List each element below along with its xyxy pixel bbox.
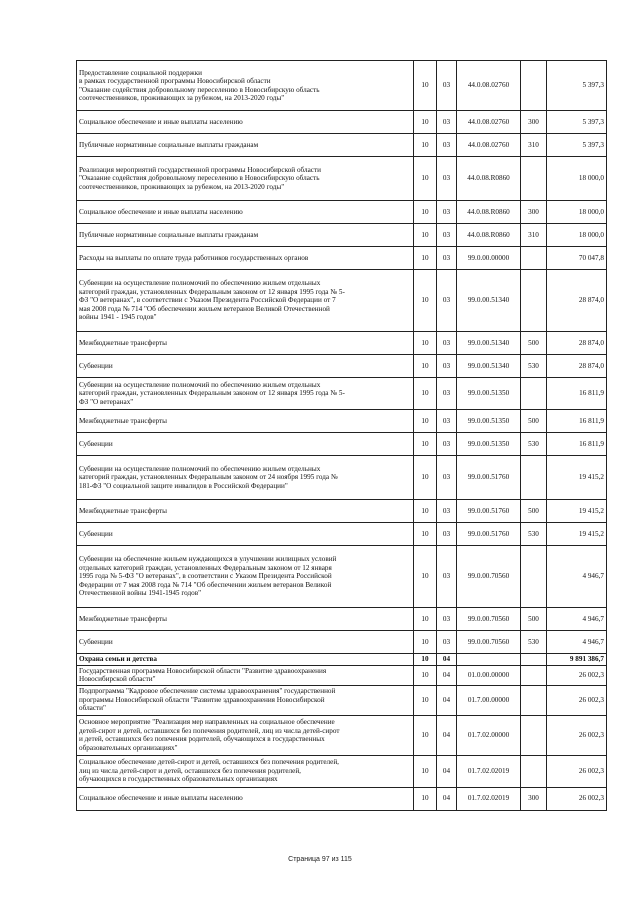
expense-type-code: 530 bbox=[521, 355, 547, 378]
amount-value: 26 002,3 bbox=[547, 715, 607, 755]
row-description: Субвенции bbox=[77, 355, 414, 378]
table-row bbox=[77, 755, 607, 787]
subsection-code: 03 bbox=[437, 546, 457, 608]
subsection-code: 03 bbox=[437, 433, 457, 456]
expense-type-code: 530 bbox=[521, 433, 547, 456]
subsection-code: 04 bbox=[437, 715, 457, 755]
target-article-code: 44.0.08.02760 bbox=[457, 61, 521, 111]
row-description: Государственная программа Новосибирской области "Развитие здравоохранения Новосибирской области" bbox=[77, 665, 414, 685]
section-code: 10 bbox=[414, 787, 437, 810]
amount-value: 70 047,8 bbox=[547, 247, 607, 270]
section-code: 10 bbox=[414, 111, 437, 134]
row-description: Публичные нормативные социальные выплаты гражданам bbox=[77, 224, 414, 247]
row-description: Субвенции bbox=[77, 523, 414, 546]
subsection-code: 03 bbox=[437, 157, 457, 201]
subsection-code: 03 bbox=[437, 111, 457, 134]
row-description: Основное мероприятие "Реализация мер направленных на социальное обеспечение детей-сирот и детей, оставшихся без попечения родителей, лиц из числа детей-сирот и детей, оставшихся без попечения родителей, обучающихся в государственных образовательных организациях" bbox=[77, 715, 414, 755]
subsection-code: 03 bbox=[437, 201, 457, 224]
table-row bbox=[77, 111, 607, 134]
row-description: Межбюджетные трансферты bbox=[77, 608, 414, 631]
table-row bbox=[77, 523, 607, 546]
subsection-code: 03 bbox=[437, 410, 457, 433]
row-description: Межбюджетные трансферты bbox=[77, 410, 414, 433]
section-code: 10 bbox=[414, 134, 437, 157]
subsection-code: 03 bbox=[437, 608, 457, 631]
row-description: Реализация мероприятий государственной программы Новосибирской области "Оказание содействия добровольному переселению в Новосибирскую область соотечественников, проживающих за рубежом, на 2013-2020 годы" bbox=[77, 157, 414, 201]
amount-value: 18 000,0 bbox=[547, 157, 607, 201]
expense-type-code bbox=[521, 378, 547, 410]
row-description: Межбюджетные трансферты bbox=[77, 332, 414, 355]
subsection-code: 04 bbox=[437, 787, 457, 810]
amount-value: 28 874,0 bbox=[547, 355, 607, 378]
expense-type-code: 300 bbox=[521, 787, 547, 810]
amount-value: 28 874,0 bbox=[547, 332, 607, 355]
section-code: 10 bbox=[414, 685, 437, 715]
target-article-code: 99.0.00.51340 bbox=[457, 270, 521, 332]
row-description: Межбюджетные трансферты bbox=[77, 500, 414, 523]
row-description: Субвенции bbox=[77, 631, 414, 654]
table-row bbox=[77, 654, 607, 666]
expense-type-code bbox=[521, 157, 547, 201]
row-description: Подпрограмма "Кадровое обеспечение системы здравоохранения" государственной программы Новосибирской области "Развитие здравоохранения Новосибирской области" bbox=[77, 685, 414, 715]
section-code: 10 bbox=[414, 201, 437, 224]
section-code: 10 bbox=[414, 410, 437, 433]
subsection-code: 03 bbox=[437, 456, 457, 500]
amount-value: 16 811,9 bbox=[547, 433, 607, 456]
amount-value: 26 002,3 bbox=[547, 685, 607, 715]
table-row bbox=[77, 546, 607, 608]
target-article-code: 99.0.00.51340 bbox=[457, 355, 521, 378]
expense-type-code bbox=[521, 270, 547, 332]
table-row bbox=[77, 332, 607, 355]
section-code: 10 bbox=[414, 270, 437, 332]
row-description: Предоставление социальной поддержки в рамках государственной программы Новосибирской области "Оказание содействия добровольному переселению в Новосибирскую область соотечественников, проживающих за рубежом, на 2013-2020 годы" bbox=[77, 61, 414, 111]
table-row bbox=[77, 378, 607, 410]
row-description: Социальное обеспечение и иные выплаты населению bbox=[77, 201, 414, 224]
target-article-code: 44.0.08.R0860 bbox=[457, 224, 521, 247]
section-code: 10 bbox=[414, 715, 437, 755]
row-description: Социальное обеспечение детей-сирот и детей, оставшихся без попечения родителей, лиц из числа детей-сирот и детей, оставшихся без попечения родителей, обучающихся в государственных образовательных организациях bbox=[77, 755, 414, 787]
table-row bbox=[77, 61, 607, 111]
section-code: 10 bbox=[414, 157, 437, 201]
amount-value: 26 002,3 bbox=[547, 787, 607, 810]
expense-type-code: 500 bbox=[521, 608, 547, 631]
expense-type-code: 310 bbox=[521, 224, 547, 247]
subsection-code: 04 bbox=[437, 665, 457, 685]
target-article-code: 01.7.02.02019 bbox=[457, 787, 521, 810]
expense-type-code bbox=[521, 755, 547, 787]
amount-value: 4 946,7 bbox=[547, 546, 607, 608]
row-description: Охрана семьи и детства bbox=[77, 654, 414, 666]
table-row bbox=[77, 157, 607, 201]
table-row bbox=[77, 433, 607, 456]
section-code: 10 bbox=[414, 500, 437, 523]
expense-type-code: 310 bbox=[521, 134, 547, 157]
table-row bbox=[77, 787, 607, 810]
expense-type-code bbox=[521, 654, 547, 666]
section-code: 10 bbox=[414, 665, 437, 685]
amount-value: 4 946,7 bbox=[547, 631, 607, 654]
target-article-code: 99.0.00.51350 bbox=[457, 433, 521, 456]
section-code: 10 bbox=[414, 433, 437, 456]
table-row bbox=[77, 201, 607, 224]
amount-value: 26 002,3 bbox=[547, 755, 607, 787]
row-description: Субвенции на осуществление полномочий по обеспечению жильем отдельных категорий граждан, установленных Федеральным законом от 12 января 1995 года № 5- ФЗ "О ветеранах", в соответствии с Указом Президента Российской Федерации от 7 мая 2008 года № 714 "Об обеспечении жильем ветеранов Великой Отечественной войны 1941 - 1945 годов" bbox=[77, 270, 414, 332]
amount-value: 5 397,3 bbox=[547, 61, 607, 111]
row-description: Субвенции bbox=[77, 433, 414, 456]
amount-value: 19 415,2 bbox=[547, 500, 607, 523]
expense-type-code bbox=[521, 715, 547, 755]
expense-type-code bbox=[521, 546, 547, 608]
section-code: 10 bbox=[414, 378, 437, 410]
target-article-code: 99.0.00.70560 bbox=[457, 631, 521, 654]
table-row bbox=[77, 631, 607, 654]
section-code: 10 bbox=[414, 355, 437, 378]
section-code: 10 bbox=[414, 332, 437, 355]
expense-type-code: 530 bbox=[521, 631, 547, 654]
row-description: Расходы на выплаты по оплате труда работников государственных органов bbox=[77, 247, 414, 270]
target-article-code: 01.0.00.00000 bbox=[457, 665, 521, 685]
table-row bbox=[77, 456, 607, 500]
subsection-code: 03 bbox=[437, 270, 457, 332]
table-row bbox=[77, 224, 607, 247]
expense-type-code bbox=[521, 247, 547, 270]
expense-type-code: 500 bbox=[521, 410, 547, 433]
target-article-code: 44.0.08.R0860 bbox=[457, 201, 521, 224]
expense-type-code bbox=[521, 685, 547, 715]
amount-value: 18 000,0 bbox=[547, 224, 607, 247]
amount-value: 5 397,3 bbox=[547, 111, 607, 134]
target-article-code: 99.0.00.51340 bbox=[457, 332, 521, 355]
amount-value: 16 811,9 bbox=[547, 410, 607, 433]
expense-type-code bbox=[521, 61, 547, 111]
target-article-code: 99.0.00.51760 bbox=[457, 523, 521, 546]
subsection-code: 04 bbox=[437, 654, 457, 666]
row-description: Публичные нормативные социальные выплаты гражданам bbox=[77, 134, 414, 157]
page-number: Страница 97 из 115 bbox=[288, 856, 352, 863]
row-description: Субвенции на осуществление полномочий по обеспечению жильем отдельных категорий граждан, установленных Федеральным законом от 12 января 1995 года № 5- ФЗ "О ветеранах" bbox=[77, 378, 414, 410]
table-row bbox=[77, 410, 607, 433]
target-article-code: 99.0.00.51350 bbox=[457, 410, 521, 433]
section-code: 10 bbox=[414, 608, 437, 631]
row-description: Субвенции на осуществление полномочий по обеспечению жильем отдельных категорий граждан, установленных Федеральным законом от 24 ноября 1995 года № 181-ФЗ "О социальной защите инвалидов в Российской Федерации" bbox=[77, 456, 414, 500]
target-article-code: 99.0.00.51760 bbox=[457, 500, 521, 523]
target-article-code: 44.0.08.02760 bbox=[457, 111, 521, 134]
subsection-code: 03 bbox=[437, 61, 457, 111]
amount-value: 26 002,3 bbox=[547, 665, 607, 685]
amount-value: 28 874,0 bbox=[547, 270, 607, 332]
amount-value: 19 415,2 bbox=[547, 456, 607, 500]
subsection-code: 03 bbox=[437, 247, 457, 270]
expense-type-code: 530 bbox=[521, 523, 547, 546]
subsection-code: 03 bbox=[437, 631, 457, 654]
expense-type-code bbox=[521, 456, 547, 500]
table-row bbox=[77, 665, 607, 685]
amount-value: 19 415,2 bbox=[547, 523, 607, 546]
table-row bbox=[77, 355, 607, 378]
budget-table bbox=[76, 60, 607, 811]
target-article-code bbox=[457, 654, 521, 666]
expense-type-code: 500 bbox=[521, 332, 547, 355]
expense-type-code: 300 bbox=[521, 201, 547, 224]
subsection-code: 03 bbox=[437, 378, 457, 410]
target-article-code: 99.0.00.51350 bbox=[457, 378, 521, 410]
table-row bbox=[77, 715, 607, 755]
section-code: 10 bbox=[414, 224, 437, 247]
expense-type-code: 300 bbox=[521, 111, 547, 134]
section-code: 10 bbox=[414, 456, 437, 500]
table-row bbox=[77, 500, 607, 523]
table-row bbox=[77, 685, 607, 715]
target-article-code: 01.7.00.00000 bbox=[457, 685, 521, 715]
target-article-code: 01.7.02.02019 bbox=[457, 755, 521, 787]
subsection-code: 03 bbox=[437, 523, 457, 546]
subsection-code: 03 bbox=[437, 134, 457, 157]
amount-value: 4 946,7 bbox=[547, 608, 607, 631]
table-row bbox=[77, 608, 607, 631]
section-code: 10 bbox=[414, 654, 437, 666]
subsection-code: 04 bbox=[437, 755, 457, 787]
section-code: 10 bbox=[414, 61, 437, 111]
row-description: Субвенции на обеспечение жильем нуждающихся в улучшении жилищных условий отдельных категорий граждан, установленных Федеральным законом от 12 января 1995 года № 5-ФЗ "О ветеранах", в соответствии с Указом Президента Российской Федерации от 7 мая 2008 года № 714 "Об обеспечении жильем ветеранов Великой Отечественной войны 1941-1945 годов" bbox=[77, 546, 414, 608]
table-row bbox=[77, 134, 607, 157]
section-code: 10 bbox=[414, 631, 437, 654]
row-description: Социальное обеспечение и иные выплаты населению bbox=[77, 111, 414, 134]
section-code: 10 bbox=[414, 755, 437, 787]
row-description: Социальное обеспечение и иные выплаты населению bbox=[77, 787, 414, 810]
subsection-code: 03 bbox=[437, 500, 457, 523]
table-row bbox=[77, 247, 607, 270]
target-article-code: 01.7.02.00000 bbox=[457, 715, 521, 755]
expense-type-code bbox=[521, 665, 547, 685]
table-row bbox=[77, 270, 607, 332]
subsection-code: 03 bbox=[437, 224, 457, 247]
section-code: 10 bbox=[414, 546, 437, 608]
amount-value: 18 000,0 bbox=[547, 201, 607, 224]
target-article-code: 99.0.00.00000 bbox=[457, 247, 521, 270]
amount-value: 9 891 386,7 bbox=[547, 654, 607, 666]
section-code: 10 bbox=[414, 523, 437, 546]
target-article-code: 99.0.00.70560 bbox=[457, 546, 521, 608]
subsection-code: 04 bbox=[437, 685, 457, 715]
expense-type-code: 500 bbox=[521, 500, 547, 523]
amount-value: 5 397,3 bbox=[547, 134, 607, 157]
target-article-code: 99.0.00.70560 bbox=[457, 608, 521, 631]
subsection-code: 03 bbox=[437, 355, 457, 378]
section-code: 10 bbox=[414, 247, 437, 270]
subsection-code: 03 bbox=[437, 332, 457, 355]
amount-value: 16 811,9 bbox=[547, 378, 607, 410]
target-article-code: 99.0.00.51760 bbox=[457, 456, 521, 500]
target-article-code: 44.0.08.R0860 bbox=[457, 157, 521, 201]
target-article-code: 44.0.08.02760 bbox=[457, 134, 521, 157]
